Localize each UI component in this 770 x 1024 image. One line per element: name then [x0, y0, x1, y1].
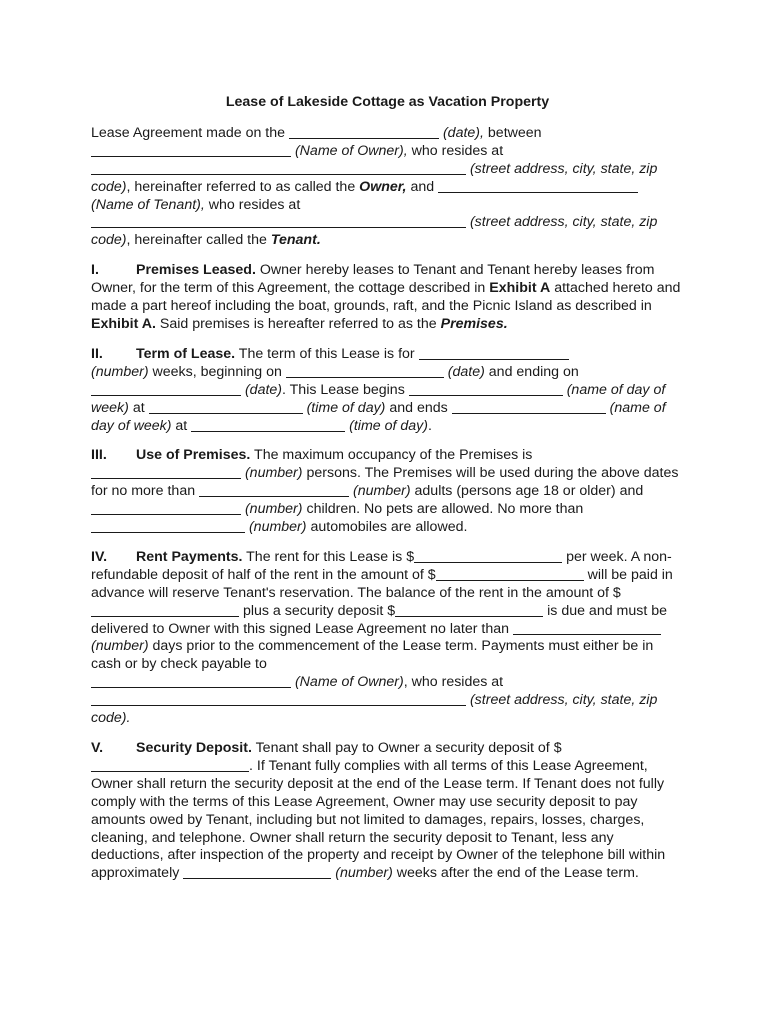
intro-paragraph	[91, 125, 682, 250]
time-label: (time of day)	[349, 417, 428, 434]
section-number: III.	[91, 447, 107, 464]
section-text: . If Tenant fully complies with all terms of this Lease Agreement, Owner shall return the security deposit at the end of the Lease term. If Tenant does not fully comply with the terms of this Lease Agreement, Owner may use security deposit to pay amounts owed by Tenant, including but not limited to damages, repairs, losses, charges, cleaning, and telephone. Owner shall return the security deposit to Tenant, less any deductions, after inspection of the property and receipt by Owner of the telephone bill within approximately	[91, 757, 666, 882]
section-number: V.	[91, 740, 104, 756]
section-text: The rent for this Lease is $	[246, 548, 415, 565]
address-label: (street address, city, state, zip code)	[91, 214, 658, 249]
weekly-rent-blank[interactable]	[414, 549, 562, 563]
section-heading: Term of Lease.	[136, 345, 236, 362]
date-blank[interactable]	[289, 125, 439, 139]
payee-address-blank[interactable]	[91, 692, 466, 706]
day-label: (name of day of week)	[91, 381, 666, 416]
intro-text: Lease Agreement made on the	[91, 124, 286, 141]
tenant-term: Tenant.	[270, 232, 321, 249]
number-label: (number)	[244, 465, 303, 482]
occupancy-blank[interactable]	[91, 465, 241, 479]
security-deposit-blank[interactable]	[395, 603, 543, 617]
date-label: (date)	[447, 363, 485, 380]
section-text: Owner hereby leases to Tenant and Tenant hereby leases from Owner, for the term of this Agreement, the cottage described in	[91, 262, 655, 297]
section-text: The term of this Lease is for	[238, 345, 415, 362]
number-label: (number)	[91, 638, 149, 655]
section-text: . This Lease begins	[282, 381, 405, 398]
tenant-address-blank[interactable]	[91, 214, 466, 228]
begin-time-blank[interactable]	[149, 400, 303, 414]
exhibit-reference: Exhibit A.	[91, 315, 156, 332]
section-text: weeks, beginning on	[152, 363, 282, 380]
date-label: (date)	[244, 381, 283, 398]
section-text: persons. The Premises will be used during the above dates for no more than	[91, 465, 679, 500]
section-text: children. No pets are allowed. No more than	[306, 501, 584, 518]
section-text: and ends	[389, 399, 448, 416]
owner-name-blank[interactable]	[91, 143, 291, 157]
section-text: per week. A non-refundable deposit of half of the rent in the amount of $	[91, 548, 672, 583]
intro-text: between	[487, 124, 542, 141]
intro-text: who resides at	[208, 196, 301, 213]
section-rent-payments	[91, 549, 682, 728]
exhibit-reference: Exhibit A	[489, 280, 551, 297]
owner-address-blank[interactable]	[91, 161, 466, 175]
section-number: I.	[91, 262, 99, 279]
end-date-blank[interactable]	[91, 382, 241, 396]
date-label: (date),	[442, 124, 484, 141]
number-label: (number)	[244, 501, 303, 518]
section-text: The maximum occupancy of the Premises is	[254, 447, 533, 464]
automobiles-blank[interactable]	[91, 519, 245, 533]
section-heading: Premises Leased.	[136, 262, 256, 279]
intro-text: and	[410, 178, 435, 195]
adults-blank[interactable]	[199, 483, 349, 497]
owner-name-label: (Name of Owner)	[294, 674, 404, 691]
premises-term: Premises.	[440, 315, 508, 332]
children-blank[interactable]	[91, 501, 241, 515]
return-weeks-blank[interactable]	[183, 865, 331, 879]
weeks-blank[interactable]	[419, 346, 569, 360]
section-text: adults (persons age 18 or older) and	[414, 483, 644, 500]
section-text: and ending on	[488, 363, 579, 380]
section-text: plus a security deposit $	[242, 602, 396, 619]
section-security-deposit	[91, 740, 682, 883]
section-use-of-premises	[91, 447, 682, 537]
deposit-amount-blank[interactable]	[436, 567, 584, 581]
number-label: (number)	[335, 865, 393, 882]
intro-text: , hereinafter called the	[126, 232, 267, 249]
section-text: weeks after the end of the Lease term.	[396, 865, 639, 882]
days-prior-blank[interactable]	[513, 621, 661, 635]
section-text: will be paid in advance will reserve Tenant's reservation. The balance of the rent in the amount of $	[91, 566, 673, 601]
intro-text: , hereinafter referred to as called the	[126, 178, 356, 195]
day-label: (name of day of week)	[91, 399, 666, 434]
payee-name-blank[interactable]	[91, 674, 291, 688]
begin-day-blank[interactable]	[409, 382, 563, 396]
end-day-blank[interactable]	[452, 400, 606, 414]
section-text: Tenant shall pay to Owner a security deposit of $	[255, 740, 562, 756]
section-heading: Use of Premises.	[136, 447, 251, 464]
owner-term: Owner,	[359, 178, 407, 195]
section-heading: Rent Payments.	[136, 548, 243, 565]
tenant-name-blank[interactable]	[438, 179, 638, 193]
owner-name-label: (Name of Owner),	[294, 142, 408, 159]
section-term-of-lease	[91, 346, 682, 436]
document-title: Lease of Lakeside Cottage as Vacation Property	[225, 94, 550, 110]
number-label: (number)	[353, 483, 411, 500]
section-text: .	[427, 417, 432, 434]
section-premises-leased	[91, 262, 682, 334]
section-text: automobiles are allowed.	[310, 519, 468, 536]
intro-text: who resides at	[411, 142, 504, 159]
security-deposit-amount-blank[interactable]	[91, 758, 249, 772]
balance-amount-blank[interactable]	[91, 603, 239, 617]
section-text: at	[132, 399, 145, 416]
section-text: , who resides at	[403, 674, 504, 691]
address-label: (street address, city, state, zip code).	[91, 692, 658, 727]
number-label: (number)	[248, 519, 307, 536]
section-text: at	[175, 417, 188, 434]
section-text: is due and must be delivered to Owner with this signed Lease Agreement no later than	[91, 602, 668, 637]
number-label: (number)	[91, 363, 149, 380]
address-label: (street address, city, state, zip code)	[91, 160, 658, 195]
section-number: IV.	[91, 548, 108, 565]
tenant-name-label: (Name of Tenant),	[91, 196, 205, 213]
section-heading: Security Deposit.	[136, 740, 252, 756]
time-label: (time of day)	[306, 399, 386, 416]
section-text: days prior to the commencement of the Lease term. Payments must either be in cash or by check payable to	[91, 638, 654, 673]
section-text: attached hereto and made a part hereof including the boat, grounds, raft, and the Picnic Island as described in	[91, 280, 681, 315]
start-date-blank[interactable]	[286, 364, 444, 378]
section-number: II.	[91, 345, 103, 362]
end-time-blank[interactable]	[191, 418, 345, 432]
section-text: Said premises is hereafter referred to as the	[159, 315, 437, 332]
